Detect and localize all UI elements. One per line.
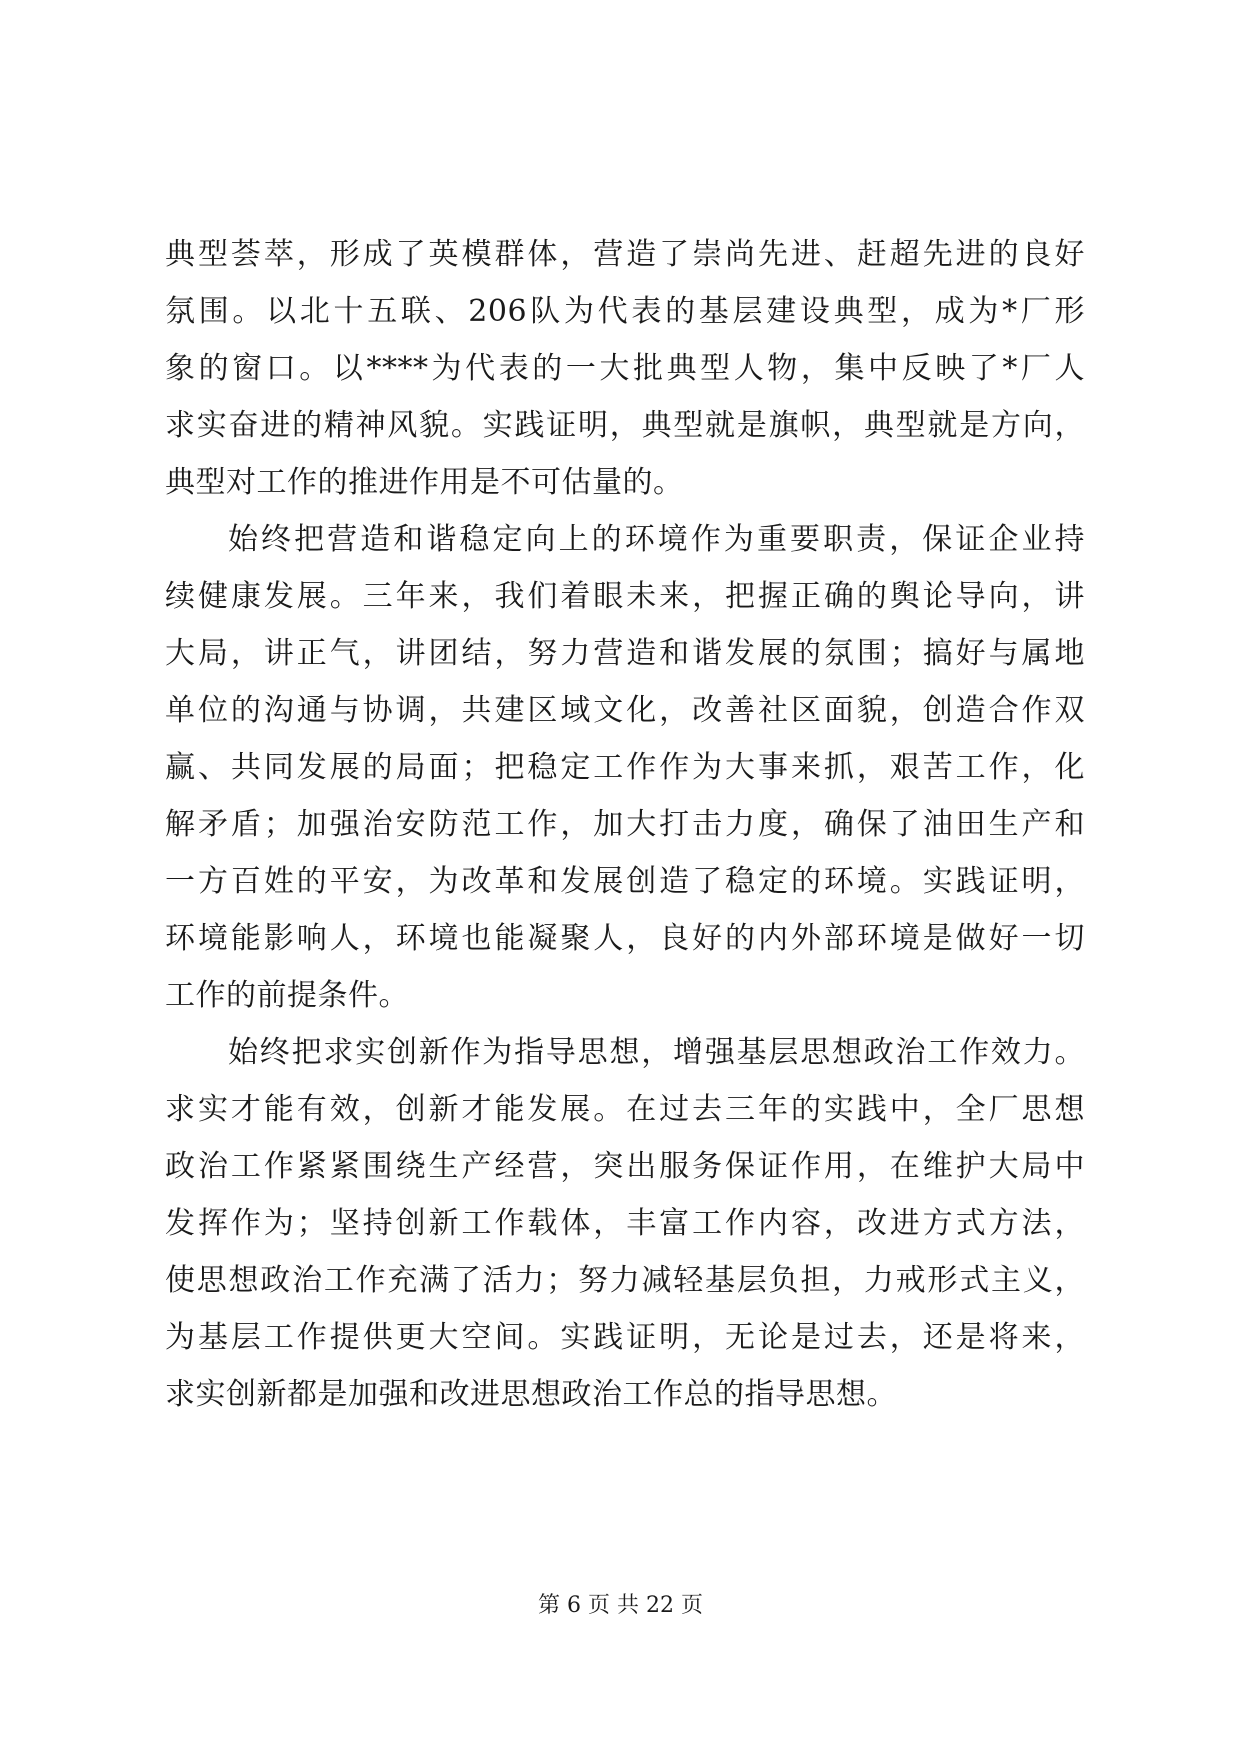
document-body bbox=[165, 226, 1085, 1423]
text-line: 始终把营造和谐稳定向上的环境作为重要职责，保证企业持 bbox=[228, 522, 1085, 557]
text-line: 环境能影响人，环境也能凝聚人，良好的内外部环境是做好一切 bbox=[165, 921, 1085, 956]
text-line: 求实才能有效，创新才能发展。在过去三年的实践中，全厂思想 bbox=[165, 1092, 1085, 1127]
text-line: 单位的沟通与协调，共建区域文化，改善社区面貌，创造合作双 bbox=[165, 693, 1085, 728]
text-line: 使思想政治工作充满了活力；努力减轻基层负担，力戒形式主义， bbox=[165, 1263, 1085, 1298]
text-line: 大局，讲正气，讲团结，努力营造和谐发展的氛围；搞好与属地 bbox=[165, 636, 1085, 671]
text-line: 工作的前提条件。 bbox=[165, 978, 409, 1013]
text-line: 典型对工作的推进作用是不可估量的。 bbox=[165, 465, 684, 500]
text-line: 求实创新都是加强和改进思想政治工作总的指导思想。 bbox=[165, 1377, 897, 1412]
text-line: 氛围。以北十五联、206队为代表的基层建设典型，成为*厂形 bbox=[165, 294, 1085, 329]
text-line: 解矛盾；加强治安防范工作，加大打击力度，确保了油田生产和 bbox=[165, 807, 1085, 842]
text-line: 求实奋进的精神风貌。实践证明，典型就是旗帜，典型就是方向， bbox=[165, 408, 1085, 443]
text-line: 政治工作紧紧围绕生产经营，突出服务保证作用，在维护大局中 bbox=[165, 1149, 1085, 1184]
paragraph-3 bbox=[165, 1024, 1085, 1423]
text-line: 典型荟萃，形成了英模群体，营造了崇尚先进、赶超先进的良好 bbox=[165, 237, 1085, 272]
text-line: 发挥作为；坚持创新工作载体，丰富工作内容，改进方式方法， bbox=[165, 1206, 1085, 1241]
paragraph-2 bbox=[165, 511, 1085, 1024]
page-number-footer: 第 6 页 共 22 页 bbox=[538, 1593, 703, 1618]
text-line: 一方百姓的平安，为改革和发展创造了稳定的环境。实践证明， bbox=[165, 864, 1085, 899]
text-line: 赢、共同发展的局面；把稳定工作作为大事来抓，艰苦工作，化 bbox=[165, 750, 1085, 785]
paragraph-1 bbox=[165, 226, 1085, 511]
text-line: 续健康发展。三年来，我们着眼未来，把握正确的舆论导向，讲 bbox=[165, 579, 1085, 614]
text-line: 始终把求实创新作为指导思想，增强基层思想政治工作效力。 bbox=[228, 1035, 1085, 1070]
text-line: 象的窗口。以****为代表的一大批典型人物，集中反映了*厂人 bbox=[165, 351, 1085, 386]
text-line: 为基层工作提供更大空间。实践证明，无论是过去，还是将来， bbox=[165, 1320, 1085, 1355]
